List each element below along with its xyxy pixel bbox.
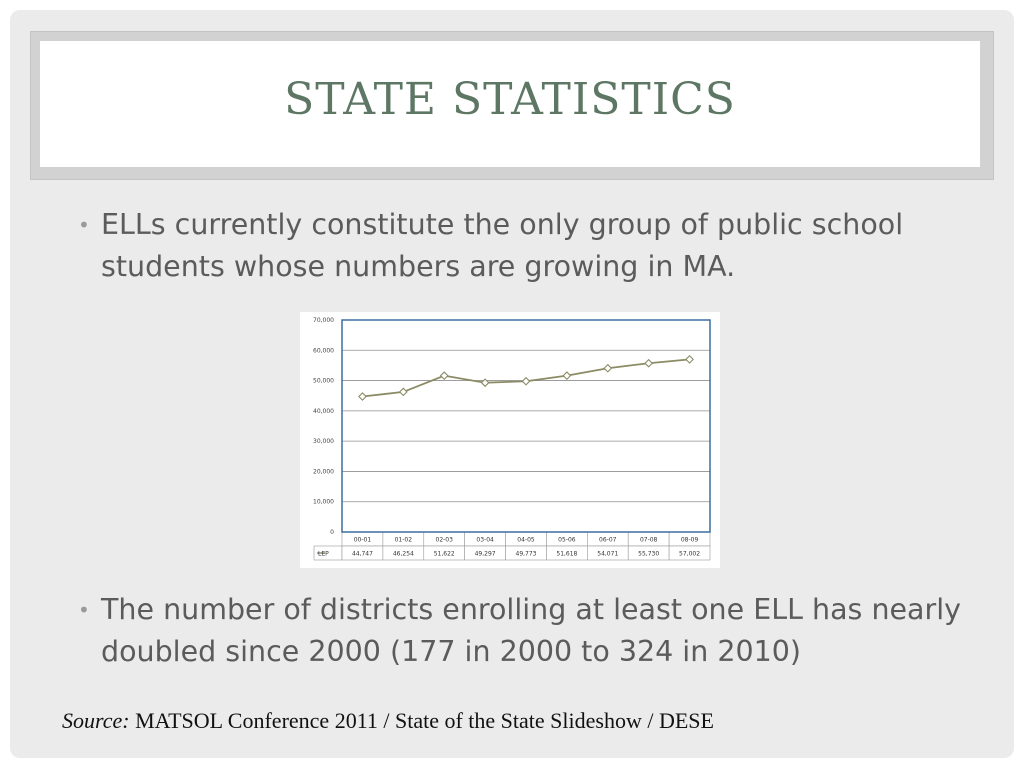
legend-label: LEP bbox=[318, 550, 329, 558]
x-tick-label: 03-04 bbox=[476, 536, 494, 544]
bullet-item bbox=[78, 204, 978, 288]
x-tick-label: 06-07 bbox=[599, 536, 617, 544]
y-tick-label: 60,000 bbox=[313, 347, 334, 355]
x-tick-label: 02-03 bbox=[435, 536, 453, 544]
x-tick-label: 08-09 bbox=[680, 536, 699, 544]
data-label: 51,622 bbox=[433, 550, 455, 558]
y-tick-label: 70,000 bbox=[313, 317, 334, 324]
x-tick-label: 04-05 bbox=[517, 536, 535, 544]
source-text: MATSOL Conference 2011 / State of the State Slideshow / DESE bbox=[129, 708, 714, 733]
y-tick-label: 40,000 bbox=[313, 407, 334, 415]
data-label: 46,254 bbox=[392, 550, 414, 558]
slide-title: STATE STATISTICS bbox=[284, 74, 736, 125]
y-tick-label: 50,000 bbox=[313, 377, 334, 385]
y-tick-label: 20,000 bbox=[313, 468, 334, 476]
bullet-dot-icon: • bbox=[78, 598, 90, 622]
bullet-item bbox=[78, 589, 978, 673]
source-citation bbox=[62, 708, 714, 734]
x-tick-label: 01-02 bbox=[394, 536, 413, 544]
y-tick-label: 0 bbox=[330, 529, 334, 536]
data-label: 44,747 bbox=[351, 550, 373, 558]
bullet-dot-icon: • bbox=[78, 213, 90, 237]
data-label: 57,002 bbox=[679, 550, 701, 558]
data-label: 55,730 bbox=[638, 550, 660, 558]
data-label: 51,618 bbox=[556, 550, 578, 558]
source-prefix: Source: bbox=[62, 708, 130, 733]
x-tick-label: 05-06 bbox=[558, 536, 576, 544]
plot-area bbox=[342, 320, 710, 532]
enrollment-chart bbox=[300, 312, 720, 568]
x-tick-label: 00-01 bbox=[353, 536, 372, 544]
x-tick-label: 07-08 bbox=[639, 536, 658, 544]
bullet-text: ELLs currently constitute the only group of public school students whose numbers are growing in MA. bbox=[101, 208, 904, 283]
y-tick-label: 30,000 bbox=[313, 438, 334, 446]
data-label: 54,071 bbox=[597, 550, 619, 558]
y-tick-label: 10,000 bbox=[313, 498, 334, 506]
bullet-text: The number of districts enrolling at least one ELL has nearly doubled since 2000 (177 in 2000 to 324 in 2010) bbox=[101, 593, 962, 668]
data-label: 49,297 bbox=[474, 550, 496, 558]
data-label: 49,773 bbox=[515, 550, 537, 558]
